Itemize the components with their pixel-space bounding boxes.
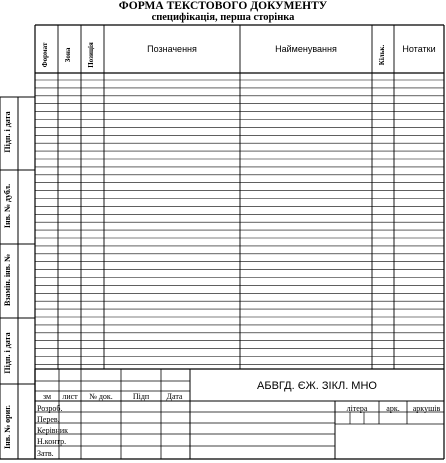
stamp-row-head: Керівник — [37, 426, 69, 435]
side-inv-orig: Інв. № ориг. — [3, 405, 12, 449]
side-sign-date-top: Підп. і дата — [3, 111, 12, 153]
header-zone: Зона — [64, 47, 72, 63]
stamp-col-doc-no: № док. — [89, 392, 113, 401]
stamp-row-approved: Затв. — [37, 449, 54, 458]
stamp-row-norm: Н.контр. — [37, 437, 67, 446]
stamp-sheets: аркушів — [412, 404, 441, 413]
stamp-col-sheet: лист — [62, 392, 78, 401]
header-designation: Позначення — [147, 44, 197, 54]
document-code: АБВГД. ЄЖ. ЗІКЛ. МНО — [257, 380, 377, 392]
form-title: ФОРМА ТЕКСТОВОГО ДОКУМЕНТУ — [118, 0, 328, 12]
side-sign-date-bottom: Підп. і дата — [3, 332, 12, 374]
side-vzamin-inv: Взамін. інв. № — [3, 253, 12, 307]
header-name: Найменування — [275, 44, 337, 54]
header-notes: Нотатки — [402, 44, 436, 54]
header-position: Позиція — [87, 42, 95, 68]
stamp-sheet: арк. — [386, 404, 400, 413]
stamp-col-sign: Підп — [132, 392, 150, 401]
header-format: Формат — [41, 42, 49, 68]
form-subtitle: специфікація, перша сторінка — [151, 12, 295, 23]
stamp-col-change: зм — [42, 392, 52, 401]
header-quantity: Кільк. — [378, 44, 386, 66]
stamp-col-date: Дата — [166, 392, 183, 401]
side-inv-dubl: Інв. № дубл. — [3, 183, 12, 229]
stamp-row-checked: Перев. — [37, 415, 60, 424]
stamp-litera: літера — [346, 404, 368, 413]
stamp-row-developed: Розроб. — [37, 404, 63, 413]
